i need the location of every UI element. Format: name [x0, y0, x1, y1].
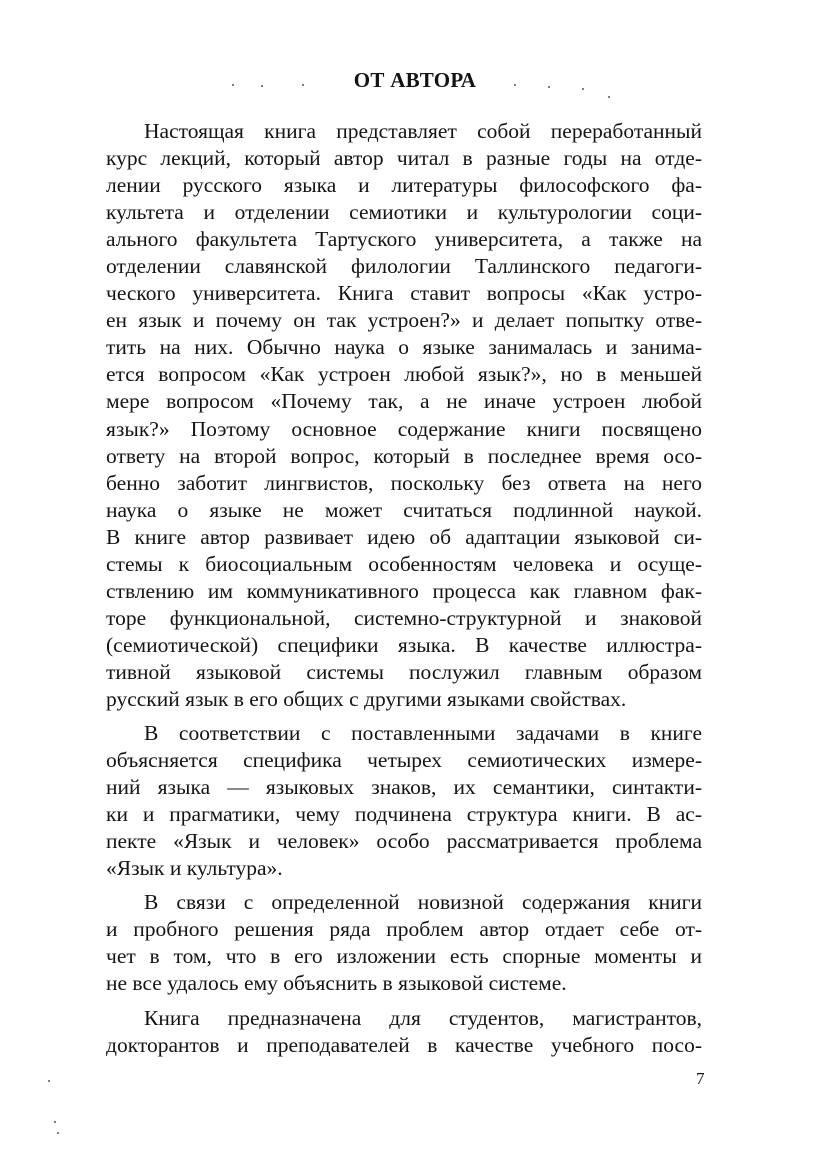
- text-line: и пробного решения ряда проблем автор отдает себе от-: [106, 917, 702, 942]
- text-line: ального факультета Тартуского университета, а также на: [106, 227, 702, 252]
- text-line: пекте «Язык и человек» особо рассматривается проблема: [106, 829, 702, 854]
- text-line: торе функциональной, системно-структурной и знаковой: [106, 605, 702, 630]
- text-line: ен язык и почему он так устроен?» и делает попытку отве-: [106, 308, 702, 333]
- text-line: культета и отделении семиотики и культурологии соци-: [106, 200, 702, 225]
- text-line: В книге автор развивает идею об адаптации языковой си-: [106, 524, 702, 549]
- text-line: бенно заботит лингвистов, поскольку без ответа на него: [106, 470, 702, 495]
- scan-speck: [302, 84, 304, 86]
- text-line: лении русского языка и литературы философского фа-: [106, 173, 702, 198]
- scan-speck: [608, 96, 610, 98]
- page-title: ОТ АВТОРА: [353, 68, 477, 92]
- text-line: чет в том, что в его изложении есть спорные моменты и: [106, 944, 702, 969]
- scan-speck: [48, 1080, 50, 1082]
- text-line: стемы к биосоциальным особенностям человека и осуще-: [106, 551, 702, 576]
- text-line: мере вопросом «Почему так, а не иначе устроен любой: [106, 389, 702, 414]
- text-line: В соответствии с поставленными задачами в книге: [144, 721, 702, 746]
- text-line: ки и прагматики, чему подчинена структура книги. В ас-: [106, 802, 702, 827]
- text-line: тить на них. Обычно наука о языке занималась и занима-: [106, 335, 702, 360]
- scan-speck: [232, 84, 234, 86]
- text-line: курс лекций, который автор читал в разные годы на отде-: [106, 146, 702, 171]
- text-line: (семиотической) специфики языка. В качестве иллюстра-: [106, 632, 702, 657]
- scan-speck: [261, 85, 263, 87]
- text-line: ответу на второй вопрос, который в последнее время осо-: [106, 443, 702, 468]
- text-line: наука о языке не может считаться подлинной наукой.: [106, 497, 702, 522]
- text-line: ческого университета. Книга ставит вопросы «Как устро-: [106, 281, 702, 306]
- text-line: объясняется специфика четырех семиотических измере-: [106, 748, 702, 773]
- text-line: не все удалось ему объяснить в языковой системе.: [106, 971, 567, 996]
- text-line: «Язык и культура».: [106, 856, 283, 881]
- text-line: Настоящая книга представляет собой переработанный: [144, 119, 702, 143]
- text-line: отделении славянской филологии Таллинского педагоги-: [106, 254, 702, 279]
- scan-speck: [57, 1132, 59, 1134]
- text-line: ствлению им коммуникативного процесса как главном фак-: [106, 578, 702, 603]
- text-line: русский язык в его общих с другими языками свойствах.: [106, 686, 627, 711]
- text-line: язык?» Поэтому основное содержание книги посвящено: [106, 416, 702, 441]
- text-line: докторантов и преподавателей в качестве учебного посо-: [106, 1032, 702, 1057]
- text-line: В связи с определенной новизной содержания книги: [144, 890, 702, 915]
- text-line: Книга предназначена для студентов, магистрантов,: [144, 1005, 702, 1030]
- scan-speck: [54, 1121, 56, 1123]
- body-text: [106, 118, 702, 1059]
- scan-speck: [514, 84, 516, 86]
- text-line: тивной языковой системы послужил главным образом: [106, 659, 702, 684]
- text-line: ется вопросом «Как устроен любой язык?», но в меньшей: [106, 362, 702, 387]
- text-line: ний языка — языковых знаков, их семантики, синтакти-: [106, 775, 702, 800]
- page-number: 7: [696, 1069, 705, 1088]
- scan-speck: [582, 88, 584, 90]
- scan-speck: [548, 86, 550, 88]
